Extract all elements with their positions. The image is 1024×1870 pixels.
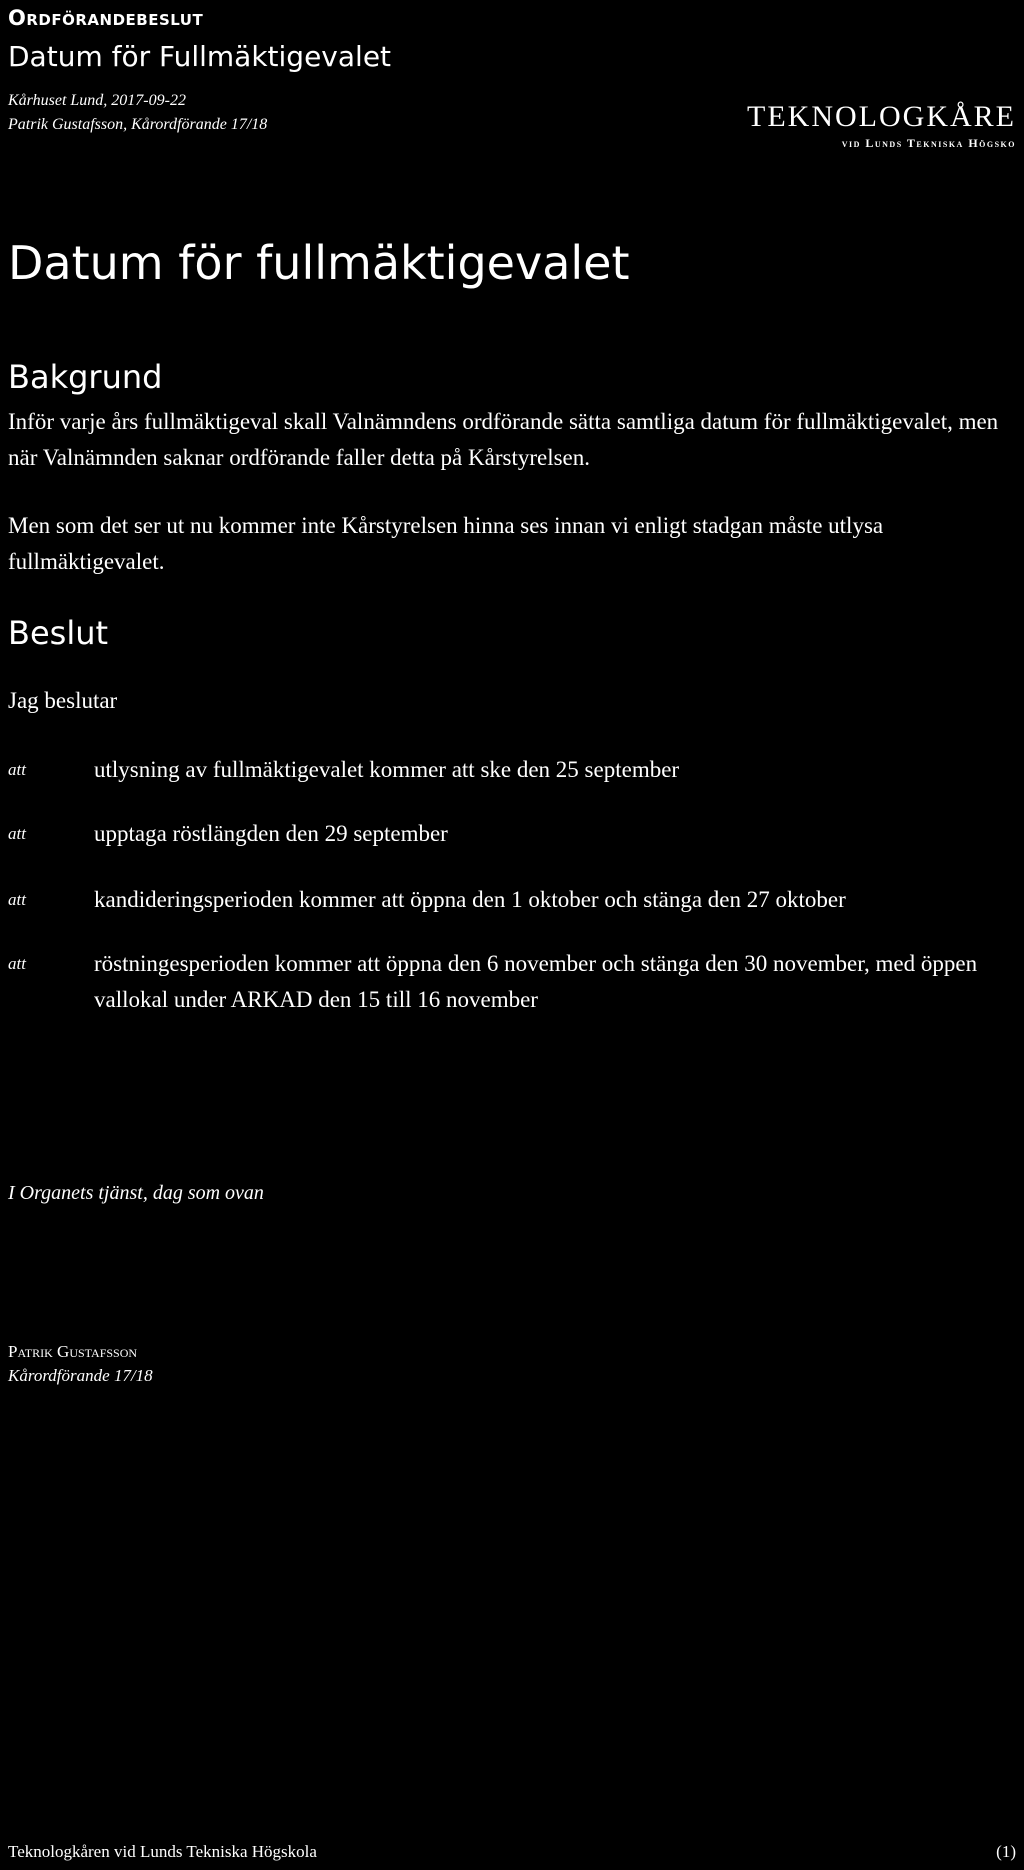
decision-heading: Beslut <box>8 614 109 652</box>
signature-name: Patrik Gustafsson <box>8 1342 138 1361</box>
decision-item-prefix: att <box>8 760 26 779</box>
decision-item-text: utlysning av fullmäktigevalet kommer att ske den 25 september <box>94 757 680 782</box>
decision-item <box>8 816 1018 852</box>
decision-item <box>8 882 1018 918</box>
footer-organization: Teknologkåren vid Lunds Tekniska Högskola <box>8 1842 317 1861</box>
decision-intro: Jag beslutar <box>8 688 118 713</box>
decision-item-prefix: att <box>8 824 26 843</box>
background-heading: Bakgrund <box>8 358 163 396</box>
page-number: (1) <box>996 1842 1016 1861</box>
decision-item-text: röstningesperioden kommer att öppna den 6 november och stänga den 30 november, med öppen vallokal under ARKAD den 15 till 16 november <box>94 951 978 1012</box>
document-subtitle: Datum för Fullmäktigevalet <box>8 40 392 73</box>
decision-item-text: upptaga röstlängden den 29 september <box>94 821 448 846</box>
decision-item-prefix: att <box>8 890 26 909</box>
decision-item-prefix: att <box>8 954 26 973</box>
background-paragraph-2: Men som det ser ut nu kommer inte Kårstyrelsen hinna ses innan vi enligt stadgan måste utlysa fullmäktigevalet. <box>8 513 884 574</box>
document-type: Ordförandebeslut <box>8 6 204 30</box>
author-line: Patrik Gustafsson, Kårordförande 17/18 <box>8 116 268 133</box>
background-paragraph-1: Inför varje års fullmäktigeval skall Valnämndens ordförande sätta samtliga datum för fullmäktigevalet, men när Valnämnden saknar ordförande faller detta på Kårstyrelsen. <box>8 409 999 470</box>
decision-item <box>8 752 1018 788</box>
signature-role: Kårordförande 17/18 <box>8 1366 153 1385</box>
organization-logo-name: TEKNOLOGKÅRE <box>747 100 1016 133</box>
decision-item-text: kandideringsperioden kommer att öppna den 1 oktober och stänga den 27 oktober <box>94 887 846 912</box>
closing-line: I Organets tjänst, dag som ovan <box>8 1182 264 1204</box>
page-title: Datum för fullmäktigevalet <box>8 236 630 290</box>
location-date: Kårhuset Lund, 2017-09-22 <box>8 92 186 109</box>
decision-item <box>8 946 1018 1018</box>
organization-logo-tagline: vid Lunds Tekniska Högsko <box>841 136 1016 150</box>
